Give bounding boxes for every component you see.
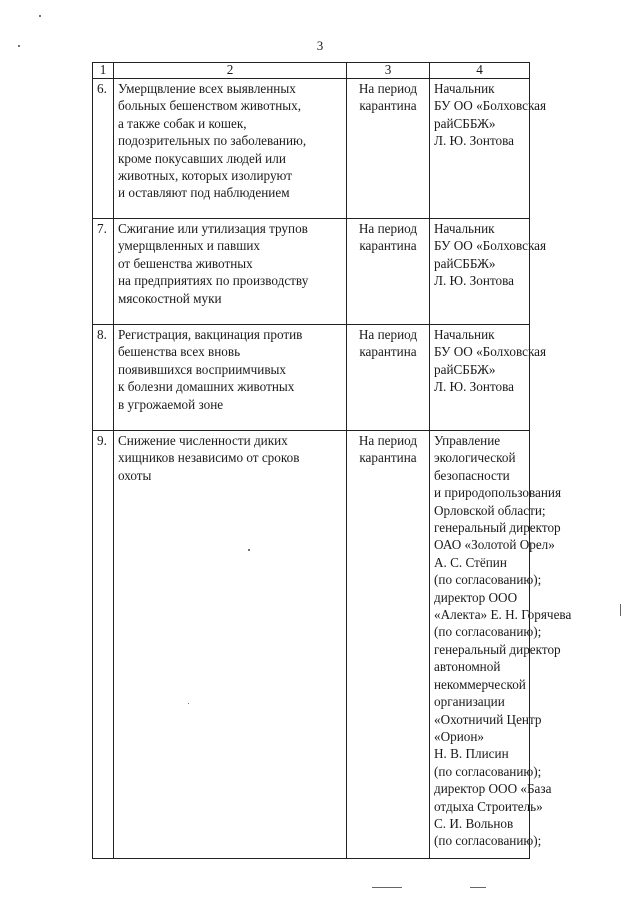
term-cell: [347, 219, 430, 325]
action-line: животных, которых изолируют: [118, 168, 292, 184]
responsible-line: генеральный директор: [434, 520, 561, 536]
action-line: охоты: [118, 467, 152, 483]
responsible-line: директор ООО «База: [434, 781, 552, 797]
term-cell: [347, 79, 430, 219]
responsible-line: «Орион»: [434, 728, 485, 744]
responsible-line: (по согласованию);: [434, 833, 542, 849]
responsible-line: Л. Ю. Зонтова: [434, 379, 515, 395]
action-line: подозрительных по заболеванию,: [118, 133, 307, 149]
responsible-line: Начальник: [434, 81, 495, 96]
action-line: Регистрация, вакцинация против: [118, 327, 303, 342]
responsible-line: Начальник: [434, 327, 495, 342]
responsible-line: «Алекта» Е. Н. Горячева: [434, 607, 572, 623]
action-line: Сжигание или утилизация трупов: [118, 221, 308, 236]
term-line: На период: [358, 81, 418, 96]
responsible-line: райСББЖ»: [434, 115, 496, 131]
term-line: карантина: [359, 450, 417, 466]
row-number: 6.: [93, 79, 114, 219]
action-line: Снижение численности диких: [118, 433, 288, 448]
table-row: [93, 325, 530, 431]
responsible-cell: [430, 325, 547, 431]
scan-speck: [248, 549, 250, 551]
scan-mark: [620, 604, 621, 616]
action-line: хищников независимо от сроков: [118, 450, 300, 466]
responsible-line: некоммерческой: [434, 676, 526, 692]
responsible-line: (по согласованию);: [434, 624, 542, 640]
responsible-line: райСББЖ»: [434, 255, 496, 271]
term-line: На период: [358, 221, 418, 236]
responsible-line: экологической: [434, 450, 516, 466]
action-line: бешенства всех вновь: [118, 344, 241, 360]
action-line: кроме покусавших людей или: [118, 150, 286, 166]
responsible-line: БУ ОО «Болховская: [434, 98, 547, 114]
responsible-line: Л. Ю. Зонтова: [434, 273, 515, 289]
header-col-1: 1: [93, 63, 114, 79]
header-col-3: 3: [347, 63, 430, 79]
table-row: [93, 219, 530, 325]
table-row: [93, 431, 530, 859]
responsible-line: Л. Ю. Зонтова: [434, 133, 515, 149]
action-line: на предприятиях по производству: [118, 273, 309, 289]
term-line: карантина: [359, 238, 417, 254]
action-line: появившихся восприимчивых: [118, 361, 287, 377]
responsible-line: автономной: [434, 659, 501, 675]
responsible-line: (по согласованию);: [434, 763, 542, 779]
action-cell: [114, 431, 347, 859]
action-line: от бешенства животных: [118, 255, 253, 271]
term-line: карантина: [359, 344, 417, 360]
term-line: На период: [358, 327, 418, 342]
term-line: На период: [358, 433, 418, 448]
responsible-line: Управление: [434, 433, 501, 448]
action-line: мясокостной муки: [118, 290, 222, 306]
responsible-line: БУ ОО «Болховская: [434, 344, 547, 360]
table-header-row: [93, 63, 530, 79]
term-cell: [347, 325, 430, 431]
scan-speck: [39, 15, 41, 17]
action-line: умерщвленных и павших: [118, 238, 261, 254]
responsible-cell: [430, 79, 547, 219]
responsible-line: Орловской области;: [434, 502, 546, 518]
action-cell: [114, 79, 347, 219]
responsible-line: организации: [434, 694, 505, 710]
scan-mark: [372, 887, 402, 888]
action-line: больных бешенством животных,: [118, 98, 302, 114]
action-line: и оставляют под наблюдением: [118, 185, 290, 201]
row-number: 9.: [93, 431, 114, 859]
measures-table: [92, 62, 572, 859]
table-row: [93, 79, 530, 219]
responsible-line: отдыха Строитель»: [434, 798, 543, 814]
scan-speck: [18, 45, 20, 47]
action-line: Умерщвление всех выявленных: [118, 81, 296, 96]
term-line: карантина: [359, 98, 417, 114]
action-cell: [114, 219, 347, 325]
responsible-cell: [430, 219, 547, 325]
responsible-line: С. И. Вольнов: [434, 815, 514, 831]
responsible-line: и природопользования: [434, 485, 562, 501]
term-cell: [347, 431, 430, 859]
row-number: 8.: [93, 325, 114, 431]
scan-speck: [188, 703, 189, 704]
responsible-line: ОАО «Золотой Орел»: [434, 537, 555, 553]
responsible-line: генеральный директор: [434, 641, 561, 657]
header-col-2: 2: [114, 63, 347, 79]
action-cell: [114, 325, 347, 431]
action-line: в угрожаемой зоне: [118, 396, 224, 412]
responsible-line: директор ООО: [434, 589, 518, 605]
header-col-4: 4: [430, 63, 530, 79]
responsible-line: БУ ОО «Болховская: [434, 238, 547, 254]
scan-mark: [470, 887, 486, 888]
responsible-line: безопасности: [434, 467, 510, 483]
action-line: к болезни домашних животных: [118, 379, 295, 395]
responsible-line: «Охотничий Центр: [434, 711, 542, 727]
row-number: 7.: [93, 219, 114, 325]
responsible-line: райСББЖ»: [434, 361, 496, 377]
responsible-line: Начальник: [434, 221, 495, 236]
responsible-cell: [430, 431, 572, 859]
responsible-line: (по согласованию);: [434, 572, 542, 588]
page-number: 3: [316, 38, 324, 53]
responsible-line: Н. В. Плисин: [434, 746, 509, 762]
responsible-line: А. С. Стёпин: [434, 554, 507, 570]
action-line: а также собак и кошек,: [118, 115, 247, 131]
